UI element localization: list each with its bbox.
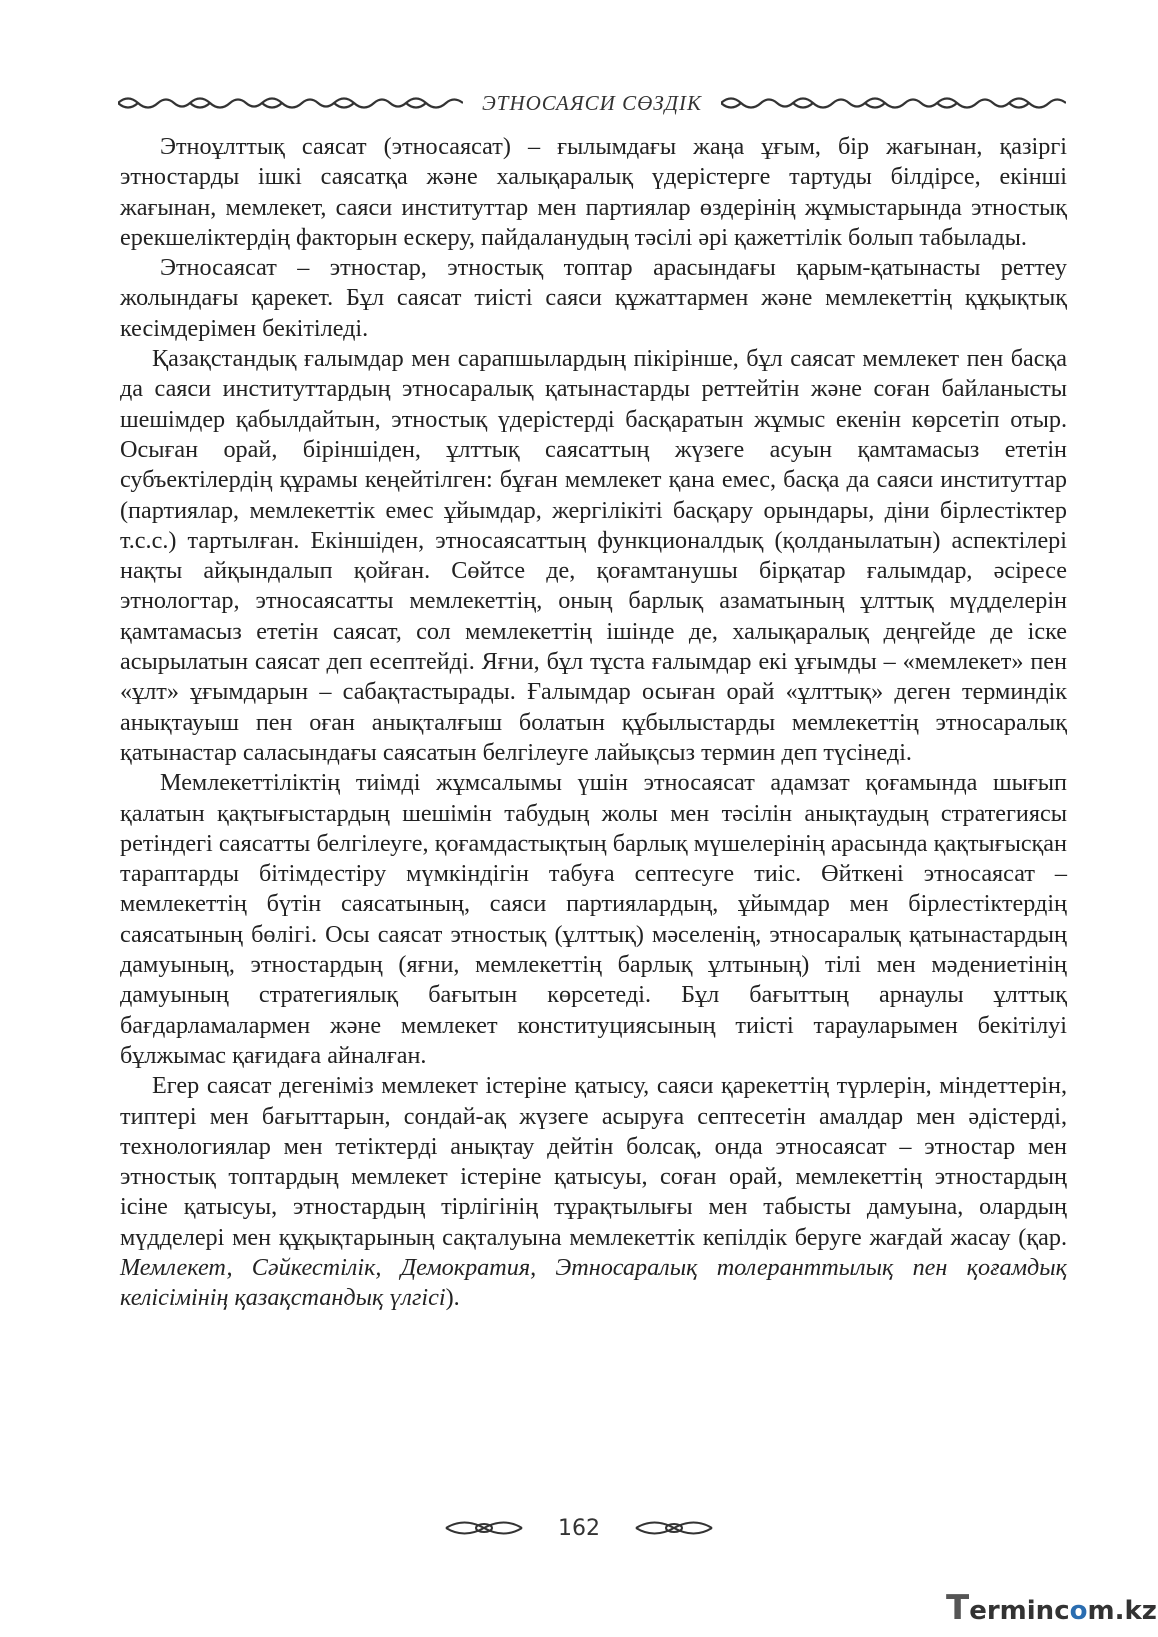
paragraph: Мемлекеттіліктің тиімді жұмсалымы үшін этносаясат адамзат қоғамында шығып қалатын қақтығыстардың шешімін табудың жолы мен тәсілін анықтаудың стратегиясы ретіндегі саясатты белгілеуге, қоғамдастықтың барлық мүшелерінің арасында қақтығысқан тараптарды бітімдестіру мүмкіндігін табуға септесуге тиіс. Өйткені этносаясат – мемлекеттің бүтін саясатының, саяси партиялардың, ұйымдар мен бірлестіктердің саясатының бөлігі. Осы саясат этностық (ұлттық) мәселенің, этносаралық қатынастардың дамуының, этностардың (яғни, мемлекеттің барлық ұлтының) тілі мен мәдениетінің дамуының стратегиялық бағытын көрсетеді. Бұл бағыттың арнаулы ұлттық бағдарламалармен және мемлекет конституциясының тиісті тарауларымен бекітілуі бұлжымас қағидаға айналған. bbox=[120, 769, 1067, 1069]
watermark-letter: T bbox=[946, 1588, 970, 1628]
watermark-text: ermin bbox=[969, 1596, 1055, 1626]
page-number: 162 bbox=[558, 1515, 600, 1541]
header-title: ЭТНОСАЯСИ СӨЗДІК bbox=[482, 90, 702, 115]
watermark-accent: o bbox=[1069, 1596, 1088, 1626]
paragraph: Қазақстандық ғалымдар мен сарапшылардың пікірінше, бұл саясат мемлекет пен басқа да саяси институттардың этносаралық қатынастарды реттейтін және соған байланысты шешімдер қабылдайтын, этностық үдерістерді басқаратын жұмыс екенін көрсетіп отыр. Осыған орай, біріншіден, ұлттық саясаттың жүзеге асуын қамтамасыз ететін субъектілердің құрамы кеңейтілген: бұған мемлекет қана емес, басқа да саяси институттар (партиялар, мемлекеттік емес ұйымдар, жергілікіті басқару орындары, діни бірлестіктер т.с.с.) тартылған. Екіншіден, этносаясаттың функционалдық (қолданылатын) аспектілері нақты айқындалып қойған. Сөйтсе де, қоғамтанушы бірқатар ғалымдар, әсіресе этнологтар, этносаясатты мемлекеттің, оның барлық азаматының ұлттық мүдделерін қамтамасыз ететін саясат, сол мемлекеттің ішінде де, халықаралық деңгейде де іске асырылатын саясат деп есептейді. Яғни, бұл тұста ғалымдар екі ұғымды – «мемлекет» пен «ұлт» ұғымдарын – сабақтастырады. Ғалымдар осыған орай «ұлттық» деген терминдік анықтауыш пен оған анықталғыш болатын құбылыстарды мемлекеттің этносаралық қатынастар саласындағы саясатын белгілеуге лайықсыз термин деп түсінеді. bbox=[120, 345, 1067, 766]
running-header bbox=[118, 88, 1066, 118]
watermark-text: c bbox=[1054, 1596, 1070, 1626]
see-also-references: Мемлекет, Сәйкестілік, Демократия, Этносаралық толеранттылық пен қоғамдық келісімінің қазақстандық үлгісі bbox=[120, 1253, 1067, 1312]
paragraph-text: Егер саясат дегеніміз мемлекет істеріне қатысу, саяси қарекеттің түрлерін, міндеттерін, типтері мен бағыттарын, сондай-ақ жүзеге асыруға септесетін амалдар мен әдістерді, технологиялар мен тетіктерді анықтау дейтін болсақ, онда этносаясат – этностар мен этностық топтардың мемлекет істеріне қатысуы, соған орай, мемлекеттің этностардың ісіне қатысуы, этностардың тірлігінің тұрақтылығы мен табысты дамуына, олардың мүдделері мен құқықтарының сақталуына мемлекеттік кепілдік беруге жағдай жасау (қар. bbox=[120, 1072, 1067, 1251]
paragraph-last bbox=[120, 1071, 1067, 1313]
flourish-icon bbox=[444, 1515, 524, 1541]
paragraph: Этноұлттық саясат (этносаясат) – ғылымдағы жаңа ұғым, бір жағынан, қазіргі этностарды ішкі саясатқа және халықаралық үдерістерге тартуды білдірсе, екінші жағынан, мемлекет, саяси институттар мен партиялар өздерінің жұмыстарында этностық ерекшеліктердің факторын ескеру, пайдаланудың тәсілі әрі қажеттілік болып табылады. bbox=[120, 133, 1067, 251]
ornament-band-icon bbox=[721, 92, 1066, 114]
paragraph: Этносаясат – этностар, этностық топтар арасындағы қарым-қатынасты реттеу жолындағы қарекет. Бұл саясат тиісті саяси құжаттармен және мемлекеттің құқықтық кесімдерімен бекітіледі. bbox=[120, 254, 1067, 342]
article-body bbox=[120, 132, 1067, 1314]
paragraph-closing: ). bbox=[445, 1284, 460, 1312]
ornament-band-icon bbox=[118, 92, 463, 114]
flourish-icon bbox=[634, 1515, 714, 1541]
page-footer bbox=[0, 1510, 1158, 1546]
watermark-text: m.kz bbox=[1087, 1596, 1157, 1626]
site-watermark bbox=[946, 1588, 1157, 1628]
